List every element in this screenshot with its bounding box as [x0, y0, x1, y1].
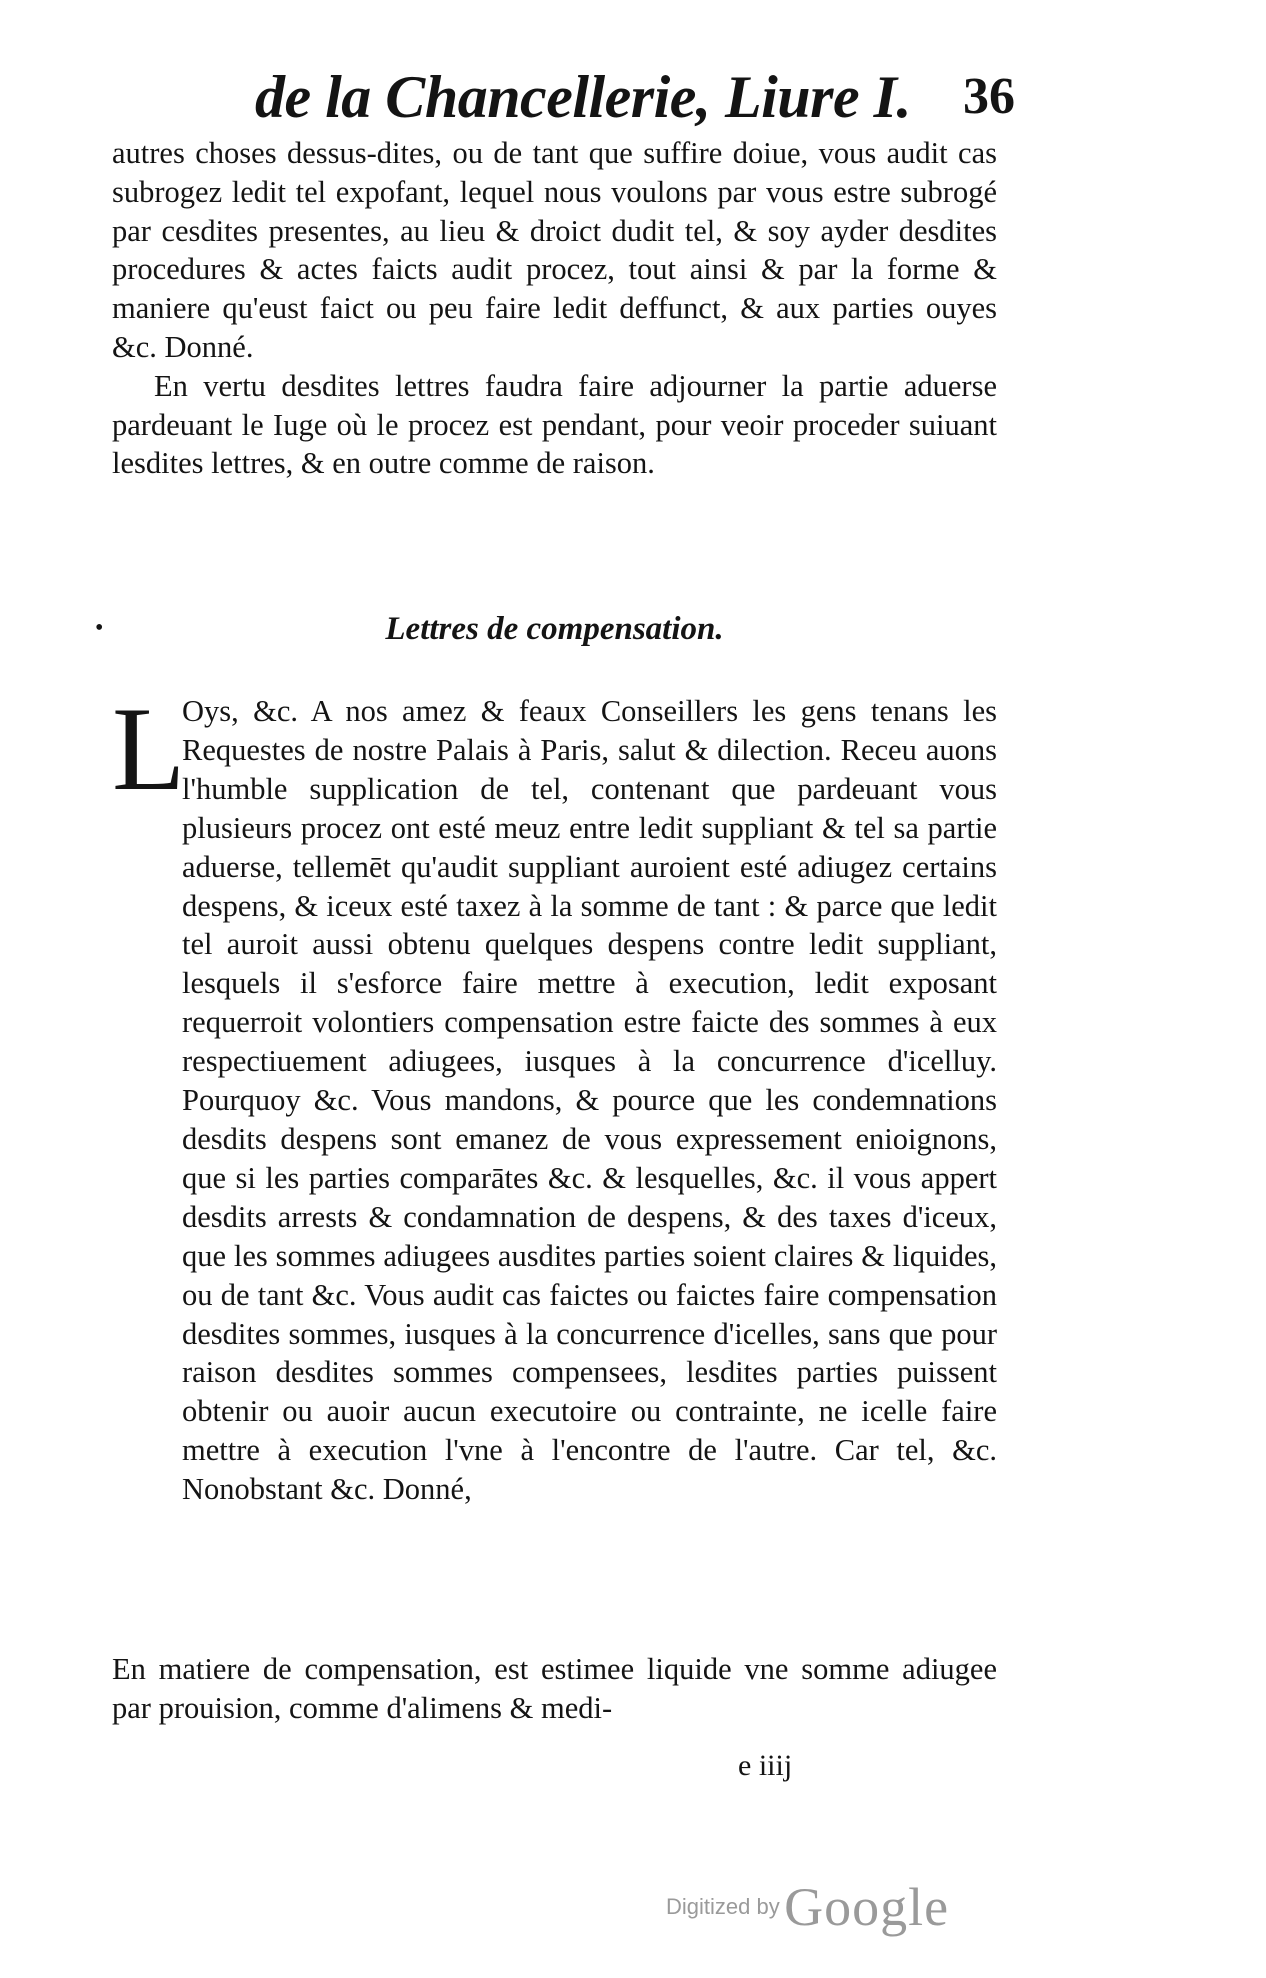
letter-text-block: [112, 682, 997, 1509]
digitization-watermark: [666, 1876, 949, 1938]
page-header: [255, 62, 1015, 132]
signature-mark: e iiij: [738, 1749, 793, 1782]
closing-paragraph: En matiere de compensation, est estimee liquide vne somme adiugee par prouision, comme d'alimens & medi-: [112, 1652, 997, 1725]
letter-body: [112, 682, 997, 1509]
page-number: 36: [963, 68, 1015, 125]
paragraph: En vertu desdites lettres faudra faire adjourner la partie aduerse pardeuant le Iuge où le procez est pendant, pour veoir proceder suiuant lesdites lettres, & en outre comme de raison.: [112, 368, 997, 481]
watermark-prefix: Digitized by: [666, 1894, 780, 1919]
drop-cap: L: [112, 682, 186, 815]
letter-paragraph: Oys, &c. A nos amez & feaux Conseillers les gens tenans les Requestes de nostre Palais à Paris, salut & dilection. Receu auons l'humble supplication de tel, contenant que pardeuant vous plusieurs procez ont esté meuz entre ledit suppliant & tel sa partie aduerse, tellemēt qu'audit suppliant auroient esté adiugez certains despens, & iceux esté taxez à la somme de tant : & parce que ledit tel auroit aussi obtenu quelques despens contre ledit suppliant, lesquels il s'esforce faire mettre à execution, ledit exposant requerroit volontiers compensation estre faicte des sommes à eux respectiuement adiugees, iusques à la concurrence d'icelluy. Pourquoy &c. Vous mandons, & pource que les condemnations desdits despens sont emanez de vous expressement enioignons, que si les parties comparātes &c. & lesquelles, &c. il vous appert desdits arrests & condamnation de despens, & des taxes d'iceux, que les sommes adiugees ausdites parties soient claires & liquides, ou de tant &c. Vous audit cas faictes ou faictes faire compensation desdites sommes, iusques à la concurrence d'icelles, sans que pour raison desdites sommes compensees, lesdites parties puissent obtenir ou auoir aucun executoire ou contrainte, ne icelle faire mettre à execution l'vne à l'encontre de l'autre. Car tel, &c. Nonobstant &c. Donné,: [182, 694, 997, 1507]
text-block-continuation: [112, 134, 997, 483]
watermark-brand: Google: [784, 1877, 950, 1937]
paragraph: autres choses dessus-dites, ou de tant que suffire doiue, vous audit cas subrogez ledit tel expofant, lequel nous voulons par vous estre subrogé par cesdites presentes, au lieu & droict dudit tel, & soy ayder desdites procedures & actes faicts audit procez, tout ainsi & par la forme & maniere qu'eust faict ou peu faire ledit deffunct, & aux parties ouyes &c. Donné.: [112, 136, 997, 364]
running-head: de la Chancellerie, Liure I.: [255, 64, 911, 130]
section-title: Lettres de compensation.: [385, 611, 724, 647]
margin-mark: •: [95, 615, 104, 641]
